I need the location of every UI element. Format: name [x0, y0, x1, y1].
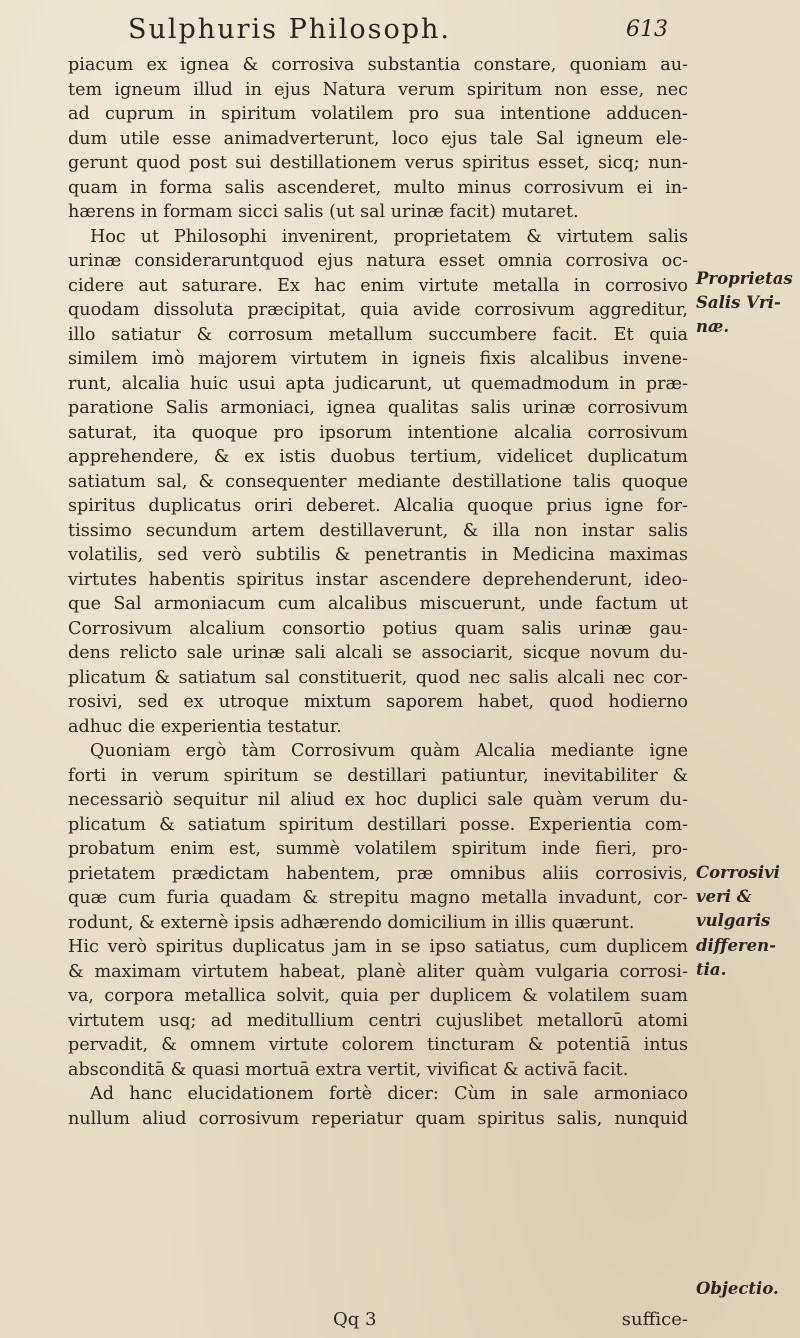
text-line: que Sal armoniacum cum alcalibus miscuerunt, unde factum ut	[68, 594, 688, 614]
text-line: rosivi, sed ex utroque mixtum saporem habet, quod hodierno	[68, 692, 688, 712]
text-line: ad cuprum in spiritum volatilem pro sua intentione adducen-	[68, 104, 688, 124]
text-line: rodunt, & externè ipsis adhærendo domicilium in illis quærunt.	[68, 912, 635, 933]
text-line: absconditā & quasi mortuā extra vertit, vivificat & activā facit.	[68, 1059, 629, 1080]
text-line: plicatum & satiatum sal constituerit, quod nec salis alcali nec cor-	[68, 667, 688, 688]
text-line: Quoniam ergò tàm Corrosivum quàm Alcalia mediante igne	[90, 741, 688, 761]
page-footer	[68, 1309, 688, 1335]
text-line: spiritus duplicatus oriri deberet. Alcalia quoque prius igne for-	[68, 496, 688, 516]
page-number: 613	[626, 17, 668, 42]
margin-note: Proprietas	[696, 269, 793, 288]
catchword: suffice-	[621, 1309, 688, 1330]
text-line: similem imò majorem virtutem in igneis fixis alcalibus invene-	[68, 349, 688, 369]
text-line: dens relicto sale urinæ sali alcali se associarit, sicque novum du-	[68, 643, 688, 663]
text-line: Ad hanc elucidationem fortè dicer: Cùm in sale armoniaco	[90, 1084, 688, 1104]
signature-mark: Qq 3	[333, 1309, 377, 1330]
text-line: gerunt quod post sui destillationem verus spiritus esset, sicq; nun-	[68, 153, 688, 173]
margin-note: Corrosivi	[696, 863, 780, 882]
text-line: prietatem prædictam habentem, præ omnibus aliis corrosivis,	[68, 863, 688, 884]
text-line: probatum enim est, summè volatilem spiritum inde fieri, pro-	[68, 839, 688, 859]
text-line: apprehendere, & ex istis duobus tertium, videlicet duplicatum	[68, 447, 688, 467]
text-line: dum utile esse animadverterunt, loco ejus tale Sal igneum ele-	[68, 128, 688, 149]
text-line: tissimo secundum artem destillaverunt, & illa non instar salis	[68, 520, 688, 541]
text-line: paratione Salis armoniaci, ignea qualitas salis urinæ corrosivum	[68, 398, 688, 418]
text-line: Hoc ut Philosophi invenirent, proprietatem & virtutem salis	[90, 226, 688, 247]
page-header	[128, 14, 668, 54]
text-line: runt, alcalia huic usui apta judicarunt, ut quemadmodum in præ-	[68, 373, 688, 394]
text-line: hærens in formam sicci salis (ut sal urinæ facit) mutaret.	[68, 202, 579, 222]
text-line: satiatum sal, & consequenter mediante destillatione talis quoque	[68, 471, 688, 492]
text-line: necessariò sequitur nil aliud ex hoc duplici sale quàm verum du-	[68, 790, 688, 810]
text-line: quæ cum furia quadam & strepitu magno metalla invadunt, cor-	[68, 888, 688, 908]
margin-note: næ.	[696, 317, 730, 336]
margin-note: Salis Vri-	[696, 293, 781, 312]
margin-note: Objectio.	[696, 1279, 779, 1298]
text-line: quam in forma salis ascenderet, multo minus corrosivum ei in-	[68, 177, 688, 198]
text-line: pervadit, & omnem virtute colorem tincturam & potentiā intus	[68, 1035, 688, 1055]
text-line: nullum aliud corrosivum reperiatur quam spiritus salis, nunquid	[68, 1108, 688, 1129]
text-line: adhuc die experientia testatur.	[68, 716, 342, 737]
body-text	[68, 53, 688, 1131]
text-line: Hic verò spiritus duplicatus jam in se ipso satiatus, cum duplicem	[68, 937, 688, 957]
text-line: Corrosivum alcalium consortio potius quam salis urinæ gau-	[68, 618, 688, 639]
text-line: virtutem usq; ad meditullium centri cujuslibet metallorū atomi	[68, 1010, 688, 1031]
text-line: saturat, ita quoque pro ipsorum intentione alcalia corrosivum	[68, 422, 688, 443]
text-line: forti in verum spiritum se destillari patiuntur, inevitabiliter &	[68, 765, 688, 786]
text-line: tem igneum illud in ejus Natura verum spiritum non esse, nec	[68, 79, 688, 100]
margin-note: vulgaris	[696, 911, 771, 930]
text-line: plicatum & satiatum spiritum destillari posse. Experientia com-	[68, 814, 688, 835]
text-line: va, corpora metallica solvit, quia per duplicem & volatilem suam	[68, 986, 688, 1006]
text-line: cidere aut saturare. Ex hac enim virtute metalla in corrosivo	[68, 275, 688, 296]
text-line: virtutes habentis spiritus instar ascendere deprehenderunt, ideo-	[68, 569, 688, 590]
text-line: illo satiatur & corrosum metallum succumbere facit. Et quia	[68, 324, 688, 345]
text-line: piacum ex ignea & corrosiva substantia constare, quoniam au-	[68, 55, 688, 75]
running-head: Sulphuris Philosoph.	[128, 14, 452, 45]
text-line: & maximam virtutem habeat, planè aliter quàm vulgaria corrosi-	[68, 961, 688, 982]
margin-note: tia.	[696, 960, 727, 979]
margin-note: veri &	[696, 887, 752, 906]
text-line: quodam dissoluta præcipitat, quia avide corrosivum aggreditur,	[68, 300, 688, 320]
margin-note: differen-	[696, 936, 776, 955]
text-line: urinæ consideraruntquod ejus natura esset omnia corrosiva oc-	[68, 251, 688, 271]
text-line: volatilis, sed verò subtilis & penetrantis in Medicina maximas	[68, 545, 688, 565]
